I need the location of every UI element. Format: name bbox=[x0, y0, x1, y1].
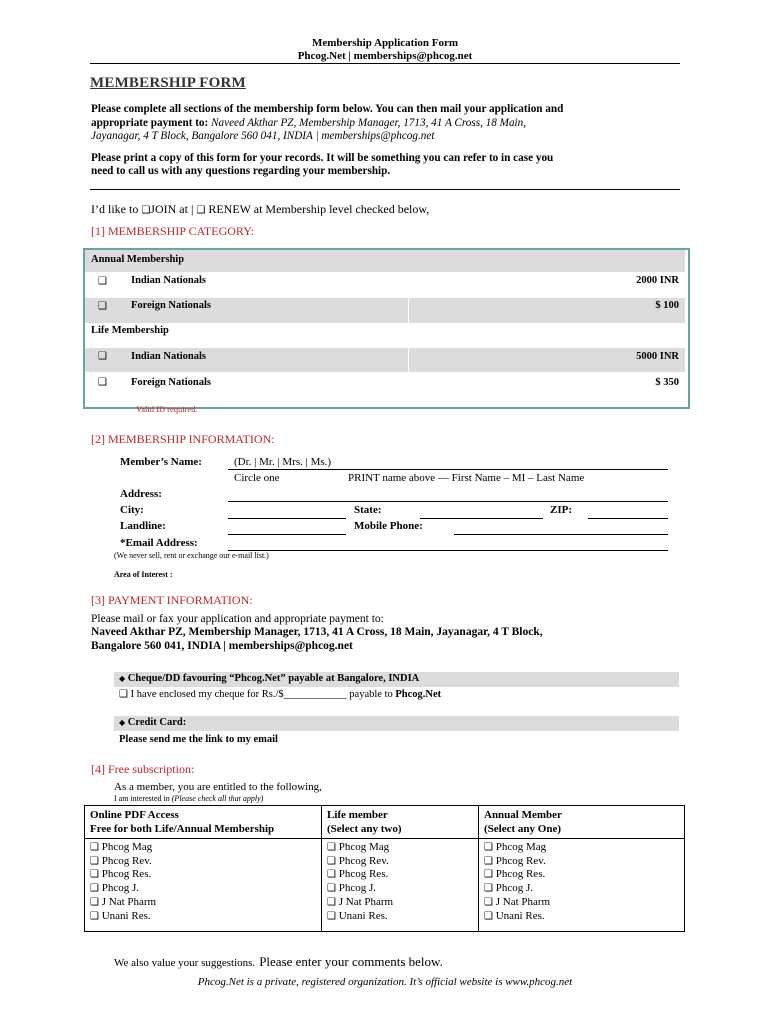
col-online-header: Online PDF Access Free for both Life/Annual Membership bbox=[85, 806, 322, 839]
state-field[interactable] bbox=[420, 518, 543, 519]
list-item[interactable]: ❑ Phcog Res. bbox=[484, 868, 546, 881]
list-item[interactable]: ❑ Phcog Mag bbox=[90, 841, 153, 853]
subscription-line2: I am interested in (Please check all that apply) bbox=[114, 794, 264, 803]
indian-annual-checkbox[interactable]: ❑ bbox=[98, 276, 107, 287]
list-item[interactable]: ❑ Phcog Rev. bbox=[484, 854, 546, 867]
join-line: I’d like to ❑JOIN at | ❑ RENEW at Membership level checked below, bbox=[91, 202, 430, 216]
intro-address: Naveed Akthar PZ, Membership Manager, 1713, 41 A Cross, 18 Main, bbox=[211, 117, 527, 129]
foreign-life-price: $ 350 bbox=[655, 377, 679, 388]
list-item[interactable]: ❑ Phcog Mag bbox=[484, 841, 547, 853]
list-item[interactable]: ❑ J Nat Pharm bbox=[484, 895, 551, 908]
foreign-life-checkbox[interactable]: ❑ bbox=[98, 377, 107, 388]
print-line1: Please print a copy of this form for your records. It will be something you can refer to in case you bbox=[91, 152, 554, 164]
suggestions-line: We also value your suggestions. Please enter your comments below. bbox=[114, 954, 443, 969]
address-label: Address: bbox=[120, 488, 162, 500]
mobile-field[interactable] bbox=[454, 534, 668, 535]
list-item[interactable]: ❑ Phcog J. bbox=[327, 882, 376, 895]
join-label: JOIN at | bbox=[150, 202, 194, 216]
section3-title: [3] PAYMENT INFORMATION: bbox=[91, 593, 253, 607]
cheque-line: ❑ I have enclosed my cheque for Rs./$____________ payable to Phcog.Net bbox=[119, 689, 442, 700]
diamond-icon: ◆ bbox=[119, 718, 126, 727]
col-annual-header: Annual Member (Select any One) bbox=[479, 806, 685, 839]
renew-label: RENEW at Membership level checked below, bbox=[208, 202, 430, 216]
cheque-heading: ◆ Cheque/DD favouring “Phcog.Net” payable at Bangalore, INDIA bbox=[119, 673, 420, 684]
subscription-table bbox=[84, 805, 685, 932]
intro-line3: Jayanagar, 4 T Block, Bangalore 560 041, INDIA | memberships@phcog.net bbox=[91, 130, 435, 142]
foreign-annual-checkbox[interactable]: ❑ bbox=[98, 301, 107, 312]
list-item[interactable]: ❑ J Nat Pharm bbox=[327, 895, 394, 908]
indian-life-label: Indian Nationals bbox=[131, 351, 206, 362]
state-label: State: bbox=[354, 504, 382, 516]
payment-line1: Please mail or fax your application and appropriate payment to: bbox=[91, 613, 384, 625]
list-item[interactable]: ❑ Phcog Mag bbox=[327, 841, 390, 853]
landline-label: Landline: bbox=[120, 520, 166, 532]
cheque-amount-field[interactable]: ____________ bbox=[283, 689, 347, 700]
card-heading-band bbox=[114, 716, 679, 731]
list-item[interactable]: ❑ Phcog Rev. bbox=[90, 854, 152, 867]
list-item[interactable]: ❑ Phcog J. bbox=[90, 882, 139, 895]
print-line2: need to call us with any questions regarding your membership. bbox=[91, 165, 391, 177]
col-online-items bbox=[85, 839, 322, 932]
join-checkbox[interactable]: ❑ bbox=[141, 205, 151, 216]
area-of-interest-label: Area of Interest : bbox=[114, 570, 173, 579]
valid-id-note: Valid ID required. bbox=[136, 404, 198, 414]
header-subtitle: Phcog.Net | memberships@phcog.net bbox=[297, 50, 473, 62]
col-life-items bbox=[322, 839, 479, 932]
header-rule bbox=[90, 63, 680, 64]
diamond-icon: ◆ bbox=[119, 674, 126, 683]
col-life-header: Life member (Select any two) bbox=[322, 806, 479, 839]
member-name-field[interactable] bbox=[228, 469, 668, 470]
card-text: Please send me the link to my email bbox=[119, 734, 278, 745]
intro-line1: Please complete all sections of the membership form below. You can then mail your application and bbox=[91, 103, 564, 115]
foreign-annual-price: $ 100 bbox=[655, 300, 679, 311]
foreign-life-label: Foreign Nationals bbox=[131, 377, 212, 388]
city-field[interactable] bbox=[228, 518, 346, 519]
intro-rule bbox=[90, 189, 680, 190]
email-label: *Email Address: bbox=[120, 537, 198, 549]
card-heading: ◆ Credit Card: bbox=[119, 717, 187, 728]
section4-title: [4] Free subscription: bbox=[91, 762, 195, 776]
address-field[interactable] bbox=[228, 501, 668, 502]
list-item[interactable]: ❑ Unani Res. bbox=[90, 909, 151, 922]
member-name-label: Member’s Name: bbox=[120, 456, 202, 468]
list-item[interactable]: ❑ Phcog Res. bbox=[90, 868, 152, 881]
payment-line2: Naveed Akthar PZ, Membership Manager, 1713, 41 A Cross, 18 Main, Jayanagar, 4 T Block, bbox=[91, 626, 543, 638]
foreign-annual-label: Foreign Nationals bbox=[131, 300, 212, 311]
payment-line3: Bangalore 560 041, INDIA | memberships@phcog.net bbox=[91, 640, 353, 652]
city-label: City: bbox=[120, 504, 144, 516]
list-item[interactable]: ❑ Unani Res. bbox=[327, 909, 388, 922]
print-name-hint: PRINT name above — First Name – MI – Last Name bbox=[348, 472, 585, 484]
list-item[interactable]: ❑ J Nat Pharm bbox=[90, 895, 157, 908]
header-title: Membership Application Form bbox=[311, 37, 459, 49]
life-label: Life Membership bbox=[91, 325, 169, 336]
list-item[interactable]: ❑ Phcog Res. bbox=[327, 868, 389, 881]
zip-label: ZIP: bbox=[550, 504, 572, 516]
intro-line2-bold: appropriate payment to: bbox=[91, 117, 209, 129]
form-title: MEMBERSHIP FORM bbox=[90, 75, 246, 91]
mobile-label: Mobile Phone: bbox=[354, 520, 423, 532]
circle-one-hint: Circle one bbox=[234, 472, 280, 484]
email-field[interactable] bbox=[228, 550, 668, 551]
zip-field[interactable] bbox=[588, 518, 668, 519]
landline-field[interactable] bbox=[228, 534, 346, 535]
section2-title: [2] MEMBERSHIP INFORMATION: bbox=[91, 432, 275, 446]
cheque-checkbox[interactable]: ❑ bbox=[119, 689, 128, 700]
indian-annual-label: Indian Nationals bbox=[131, 275, 206, 286]
renew-checkbox[interactable]: ❑ bbox=[196, 205, 206, 216]
indian-life-price: 5000 INR bbox=[636, 351, 679, 362]
annual-label: Annual Membership bbox=[91, 254, 185, 265]
intro-line2 bbox=[91, 117, 526, 129]
indian-life-checkbox[interactable]: ❑ bbox=[98, 351, 107, 362]
section1-title: [1] MEMBERSHIP CATEGORY: bbox=[91, 224, 255, 238]
list-item[interactable]: ❑ Phcog J. bbox=[484, 882, 533, 895]
list-item[interactable]: ❑ Unani Res. bbox=[484, 909, 545, 922]
subscription-line1: As a member, you are entitled to the following, bbox=[114, 781, 322, 793]
list-item[interactable]: ❑ Phcog Rev. bbox=[327, 854, 389, 867]
salutation-options[interactable]: (Dr. | Mr. | Mrs. | Ms.) bbox=[234, 456, 332, 468]
email-note: (We never sell, rent or exchange our e-mail list.) bbox=[114, 551, 269, 560]
col-annual-items bbox=[479, 839, 685, 932]
indian-annual-price: 2000 INR bbox=[636, 275, 679, 286]
footer-org: Phcog.Net is a private, registered organization. It’s official website is www.phcog.net bbox=[197, 976, 573, 988]
